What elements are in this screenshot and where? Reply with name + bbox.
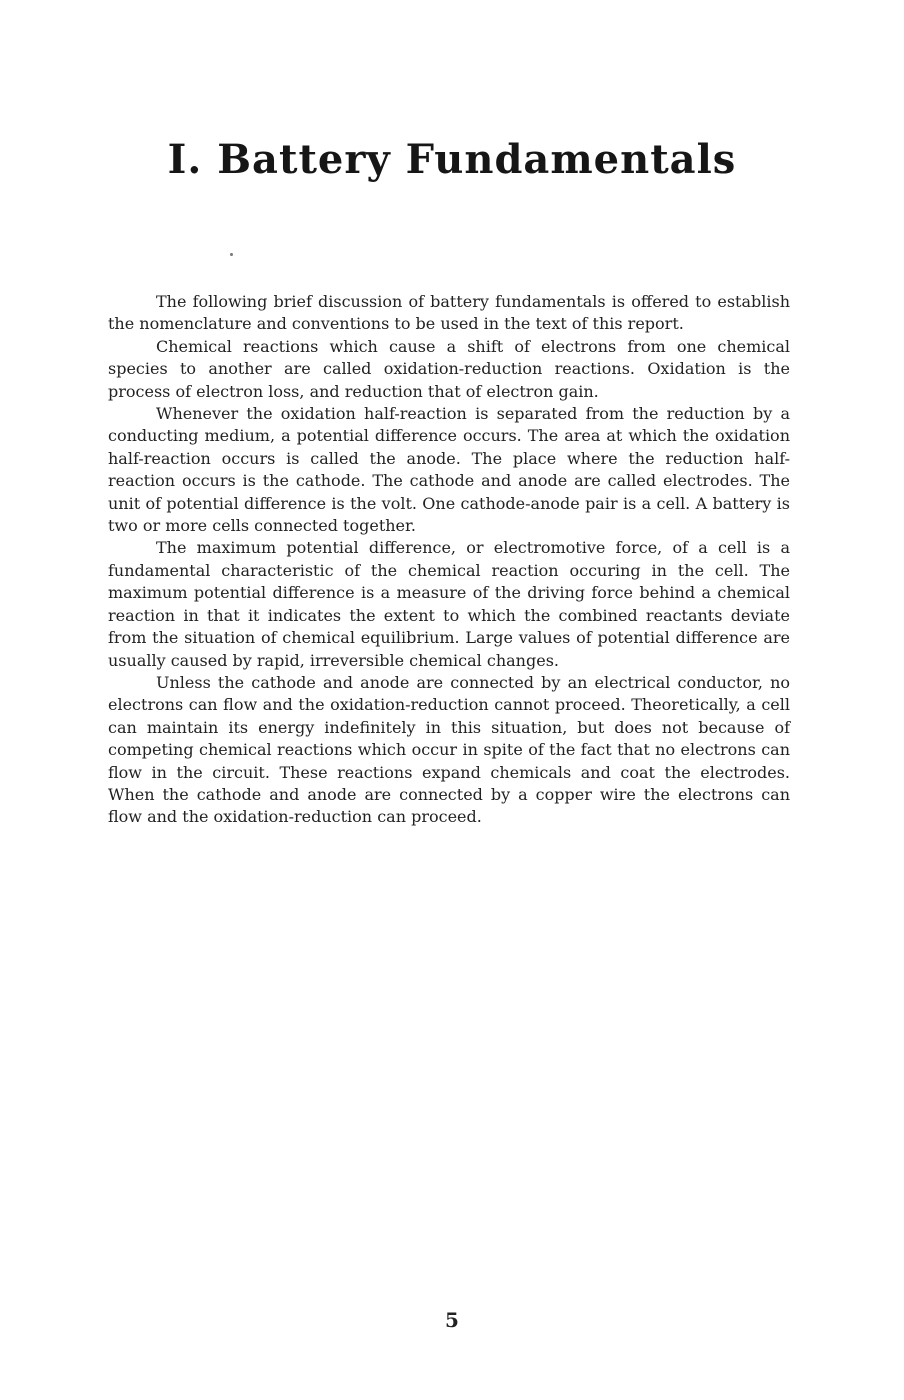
paragraph-intro: The following brief discussion of battery fundamentals is offered to establish the nomenclature and conventions to be used in the text of this report.: [108, 292, 790, 334]
body-text: [108, 291, 790, 829]
paragraph-oxidation-reduction: Chemical reactions which cause a shift of electrons from one chemical species to another are called oxidation-reduction reactions. Oxidation is the process of electron loss, and reduction that of electron gain.: [108, 336, 790, 401]
page-number: 5: [445, 1308, 459, 1332]
scan-speck: [230, 253, 233, 256]
paragraph-conductor: Unless the cathode and anode are connected by an electrical conductor, no electrons can flow and the oxidation-reduction cannot proceed. Theoretically, a cell can maintain its energy indefinitely in this situation, but does not because of competing chemical reactions which occur in spite of the fact that no electrons can flow in the circuit. These reactions expand chemicals and coat the electrodes. When the cathode and anode are connected by a copper wire the electrons can flow and the oxidation-reduction can proceed.: [108, 672, 790, 827]
paragraph-electromotive-force: The maximum potential difference, or electromotive force, of a cell is a fundamental characteristic of the chemical reaction occuring in the cell. The maximum potential difference is a measure of the driving force behind a chemical reaction in that it indicates the extent to which the combined reactants deviate from the situation of chemical equilibrium. Large values of potential difference are usually caused by rapid, irreversible chemical changes.: [108, 538, 790, 670]
paragraph-electrodes: Whenever the oxidation half-reaction is separated from the reduction by a conducting medium, a potential difference occurs. The area at which the oxidation half-reaction occurs is called the anode. The place where the reduction half-reaction occurs is the cathode. The cathode and anode are called electrodes. The unit of potential difference is the volt. One cathode-anode pair is a cell. A battery is two or more cells connected together.: [108, 404, 790, 536]
chapter-title: I. Battery Fundamentals: [167, 136, 737, 183]
